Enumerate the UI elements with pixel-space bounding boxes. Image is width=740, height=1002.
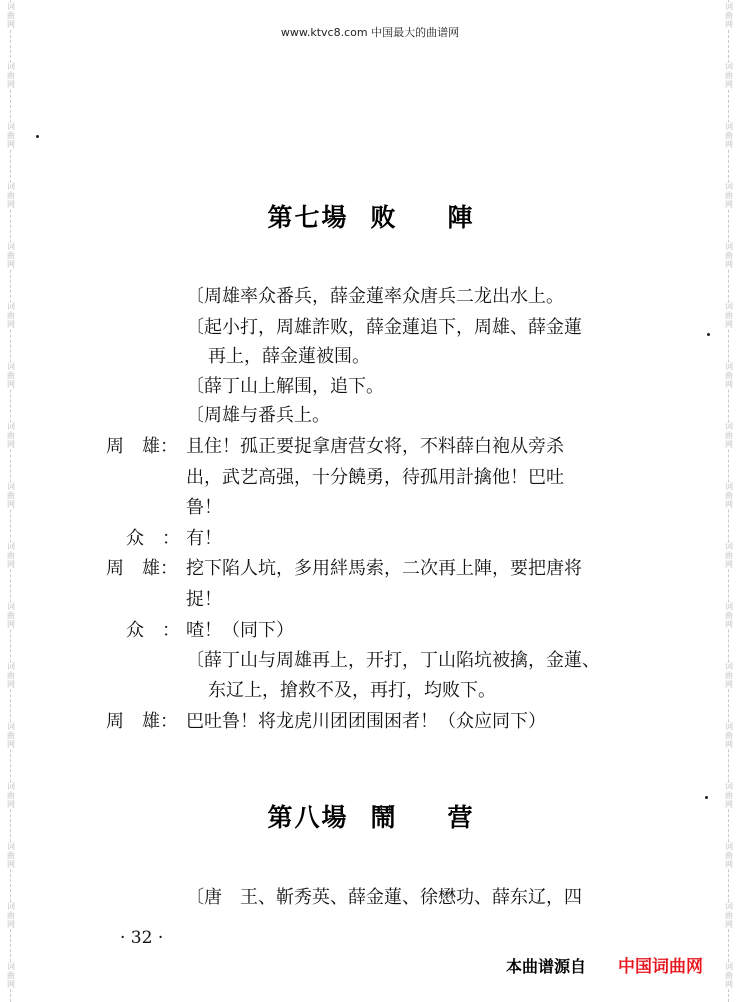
watermark-glyph: 网 bbox=[725, 80, 733, 89]
watermark-glyph: 曲 bbox=[7, 371, 15, 380]
dialogue-line: 鲁！ bbox=[186, 497, 222, 518]
scene7-title-word-1: 败 bbox=[370, 203, 396, 232]
scan-speck bbox=[705, 796, 708, 799]
watermark-glyph: 词 bbox=[7, 842, 15, 851]
stage-direction-continued: 东辽上，搶救不及，再打，均败下。 bbox=[208, 680, 496, 701]
watermark-glyph: 曲 bbox=[725, 551, 733, 560]
watermark-glyph: 曲 bbox=[725, 251, 733, 260]
stage-direction: 〔起小打，周雄詐败，薛金蓮追下，周雄、薛金蓮 bbox=[186, 317, 582, 338]
watermark-glyph: 词 bbox=[7, 902, 15, 911]
watermark-glyph: 词 bbox=[725, 782, 733, 791]
watermark-glyph: 曲 bbox=[7, 611, 15, 620]
watermark-glyph: 网 bbox=[7, 440, 15, 449]
watermark-glyphs bbox=[718, 602, 740, 629]
watermark-glyph: 网 bbox=[7, 560, 15, 569]
page-number: · 32 · bbox=[120, 928, 164, 948]
watermark-glyph: 词 bbox=[7, 122, 15, 131]
scene8-title-number: 第八場 bbox=[267, 803, 349, 832]
watermark-glyphs bbox=[718, 542, 740, 569]
stage-direction: 〔薛丁山上解围，追下。 bbox=[186, 376, 384, 397]
scene7-title-number: 第七場 bbox=[267, 203, 349, 232]
brand-link[interactable]: 中国词曲网 bbox=[618, 957, 703, 977]
watermark-glyph: 曲 bbox=[7, 311, 15, 320]
watermark-glyph: 词 bbox=[7, 722, 15, 731]
watermark-glyph: 曲 bbox=[725, 851, 733, 860]
watermark-glyphs bbox=[0, 902, 22, 929]
watermark-glyph: 曲 bbox=[7, 731, 15, 740]
watermark-glyph: 词 bbox=[725, 902, 733, 911]
watermark-glyph: 曲 bbox=[7, 791, 15, 800]
watermark-glyph: 曲 bbox=[7, 191, 15, 200]
watermark-glyphs bbox=[718, 962, 740, 989]
watermark-glyph: 词 bbox=[7, 482, 15, 491]
watermark-glyph: 词 bbox=[725, 962, 733, 971]
watermark-glyphs bbox=[718, 662, 740, 689]
watermark-glyphs bbox=[718, 722, 740, 749]
header-site-name: 中国最大的曲谱网 bbox=[371, 26, 460, 39]
watermark-glyph: 词 bbox=[7, 182, 15, 191]
watermark-glyph: 曲 bbox=[725, 791, 733, 800]
watermark-glyph: 词 bbox=[725, 422, 733, 431]
scene8-title-word-2: 营 bbox=[447, 803, 473, 832]
watermark-glyph: 网 bbox=[7, 980, 15, 989]
watermark-glyph: 网 bbox=[7, 320, 15, 329]
watermark-glyph: 网 bbox=[725, 860, 733, 869]
watermark-glyph: 词 bbox=[725, 482, 733, 491]
speaker-label: 众 ： bbox=[126, 528, 180, 549]
watermark-glyph: 词 bbox=[725, 722, 733, 731]
watermark-glyphs bbox=[0, 122, 22, 149]
watermark-glyph: 网 bbox=[7, 800, 15, 809]
dialogue-line: 出，武艺高强，十分饒勇，待孤用計擒他！巴吐 bbox=[186, 467, 564, 488]
watermark-glyph: 网 bbox=[725, 440, 733, 449]
watermark-glyph: 曲 bbox=[725, 911, 733, 920]
dialogue-line: 挖下陷人坑，多用絆馬索，二次再上陣，要把唐将 bbox=[186, 558, 582, 579]
watermark-glyph: 词 bbox=[725, 62, 733, 71]
scene7-title bbox=[0, 198, 740, 234]
watermark-glyph: 词 bbox=[7, 242, 15, 251]
watermark-glyphs bbox=[0, 842, 22, 869]
watermark-glyph: 网 bbox=[725, 380, 733, 389]
watermark-glyph: 网 bbox=[725, 920, 733, 929]
watermark-glyph: 网 bbox=[725, 20, 733, 29]
watermark-glyph: 网 bbox=[7, 140, 15, 149]
watermark-glyphs bbox=[0, 602, 22, 629]
stage-direction-continued: 再上，薛金蓮被围。 bbox=[208, 346, 370, 367]
watermark-glyphs bbox=[0, 722, 22, 749]
scene7-title-word-2: 陣 bbox=[447, 203, 473, 232]
watermark-glyph: 曲 bbox=[7, 431, 15, 440]
watermark-glyph: 曲 bbox=[725, 71, 733, 80]
watermark-glyph: 曲 bbox=[7, 971, 15, 980]
watermark-glyphs bbox=[0, 542, 22, 569]
watermark-glyphs bbox=[0, 242, 22, 269]
speaker-label: 众 ： bbox=[126, 620, 180, 641]
watermark-glyph: 曲 bbox=[7, 131, 15, 140]
watermark-glyph: 网 bbox=[725, 740, 733, 749]
watermark-glyph: 网 bbox=[7, 860, 15, 869]
watermark-glyph: 曲 bbox=[7, 11, 15, 20]
watermark-glyph: 词 bbox=[725, 602, 733, 611]
watermark-glyphs bbox=[718, 242, 740, 269]
watermark-glyph: 曲 bbox=[725, 431, 733, 440]
watermark-glyph: 词 bbox=[725, 842, 733, 851]
stage-direction: 〔薛丁山与周雄再上，开打，丁山陷坑被擒，金蓮、 bbox=[186, 650, 600, 671]
watermark-glyphs bbox=[718, 62, 740, 89]
watermark-glyph: 网 bbox=[725, 140, 733, 149]
stage-direction: 〔周雄率众番兵，薛金蓮率众唐兵二龙出水上。 bbox=[186, 286, 564, 307]
watermark-glyph: 曲 bbox=[725, 311, 733, 320]
watermark-glyph: 网 bbox=[725, 500, 733, 509]
scene8-title-word-1: 鬧 bbox=[370, 803, 396, 832]
watermark-glyph: 词 bbox=[725, 182, 733, 191]
watermark-glyph: 词 bbox=[7, 302, 15, 311]
watermark-glyph: 曲 bbox=[725, 191, 733, 200]
scan-speck bbox=[707, 333, 710, 336]
watermark-glyphs bbox=[0, 422, 22, 449]
watermark-glyph: 词 bbox=[725, 662, 733, 671]
watermark-glyphs bbox=[718, 362, 740, 389]
watermark-glyph: 网 bbox=[7, 500, 15, 509]
watermark-glyph: 词 bbox=[725, 302, 733, 311]
watermark-glyph: 词 bbox=[7, 662, 15, 671]
watermark-glyphs bbox=[718, 122, 740, 149]
dialogue-line: 捉！ bbox=[186, 589, 222, 610]
watermark-glyph: 曲 bbox=[725, 971, 733, 980]
watermark-glyph: 词 bbox=[7, 962, 15, 971]
watermark-glyphs bbox=[0, 962, 22, 989]
watermark-glyphs bbox=[718, 482, 740, 509]
watermark-glyph: 网 bbox=[7, 680, 15, 689]
watermark-glyph: 曲 bbox=[725, 131, 733, 140]
stage-direction: 〔唐 王、靳秀英、薛金蓮、徐懋功、薛东辽，四 bbox=[186, 887, 582, 908]
speaker-label: 周 雄： bbox=[106, 436, 178, 457]
dialogue-line: 喳！（同下） bbox=[186, 620, 294, 641]
stage-direction: 〔周雄与番兵上。 bbox=[186, 405, 330, 426]
scan-speck bbox=[36, 135, 39, 138]
watermark-glyph: 网 bbox=[7, 620, 15, 629]
watermark-glyph: 词 bbox=[725, 242, 733, 251]
watermark-glyph: 网 bbox=[7, 260, 15, 269]
watermark-glyph: 网 bbox=[7, 200, 15, 209]
watermark-glyph: 词 bbox=[725, 362, 733, 371]
watermark-glyph: 网 bbox=[7, 740, 15, 749]
watermark-glyph: 曲 bbox=[7, 671, 15, 680]
watermark-glyphs bbox=[0, 62, 22, 89]
watermark-glyph: 词 bbox=[725, 122, 733, 131]
watermark-glyphs bbox=[718, 422, 740, 449]
watermark-glyphs bbox=[0, 362, 22, 389]
watermark-glyphs bbox=[718, 302, 740, 329]
watermark-glyph: 曲 bbox=[7, 491, 15, 500]
watermark-glyph: 网 bbox=[725, 800, 733, 809]
scene8-title bbox=[0, 798, 740, 834]
watermark-glyph: 词 bbox=[7, 362, 15, 371]
watermark-glyph: 网 bbox=[7, 920, 15, 929]
watermark-glyph: 曲 bbox=[7, 911, 15, 920]
watermark-glyphs bbox=[718, 842, 740, 869]
watermark-glyph: 网 bbox=[725, 620, 733, 629]
watermark-glyphs bbox=[718, 902, 740, 929]
source-label: 本曲谱源自 bbox=[506, 957, 587, 976]
right-watermark-strip bbox=[718, 0, 740, 1002]
left-watermark-strip bbox=[0, 0, 22, 1002]
watermark-glyphs bbox=[0, 302, 22, 329]
page-header bbox=[0, 24, 740, 40]
watermark-glyph: 网 bbox=[725, 980, 733, 989]
watermark-glyph: 词 bbox=[7, 422, 15, 431]
watermark-glyph: 曲 bbox=[7, 551, 15, 560]
watermark-glyph: 曲 bbox=[725, 371, 733, 380]
header-url[interactable]: www.ktvc8.com bbox=[280, 26, 368, 39]
watermark-glyph: 词 bbox=[7, 602, 15, 611]
watermark-glyph: 词 bbox=[725, 542, 733, 551]
watermark-glyph: 曲 bbox=[725, 491, 733, 500]
watermark-glyph: 词 bbox=[7, 2, 15, 11]
watermark-glyph: 曲 bbox=[725, 671, 733, 680]
watermark-glyph: 网 bbox=[7, 20, 15, 29]
dialogue-line: 巴吐鲁！将龙虎川团团围困者！（众应同下） bbox=[186, 711, 546, 732]
dialogue-line: 有！ bbox=[186, 528, 222, 549]
speaker-label: 周 雄： bbox=[106, 711, 178, 732]
watermark-glyph: 网 bbox=[7, 380, 15, 389]
watermark-glyph: 曲 bbox=[7, 851, 15, 860]
watermark-glyph: 曲 bbox=[725, 11, 733, 20]
watermark-glyph: 曲 bbox=[725, 731, 733, 740]
watermark-glyph: 词 bbox=[7, 62, 15, 71]
watermark-glyph: 网 bbox=[725, 680, 733, 689]
watermark-glyph: 网 bbox=[7, 80, 15, 89]
watermark-glyphs bbox=[0, 482, 22, 509]
watermark-glyph: 词 bbox=[725, 2, 733, 11]
watermark-glyph: 曲 bbox=[7, 71, 15, 80]
watermark-glyph: 曲 bbox=[7, 251, 15, 260]
speaker-label: 周 雄： bbox=[106, 558, 178, 579]
watermark-glyph: 词 bbox=[7, 782, 15, 791]
watermark-glyph: 网 bbox=[725, 200, 733, 209]
dialogue-line: 且住！孤正要捉拿唐营女将，不料薛白袍从旁杀 bbox=[186, 436, 564, 457]
watermark-glyph: 网 bbox=[725, 260, 733, 269]
watermark-glyph: 词 bbox=[7, 542, 15, 551]
watermark-glyph: 网 bbox=[725, 320, 733, 329]
watermark-glyphs bbox=[0, 662, 22, 689]
watermark-glyph: 曲 bbox=[725, 611, 733, 620]
watermark-glyph: 网 bbox=[725, 560, 733, 569]
